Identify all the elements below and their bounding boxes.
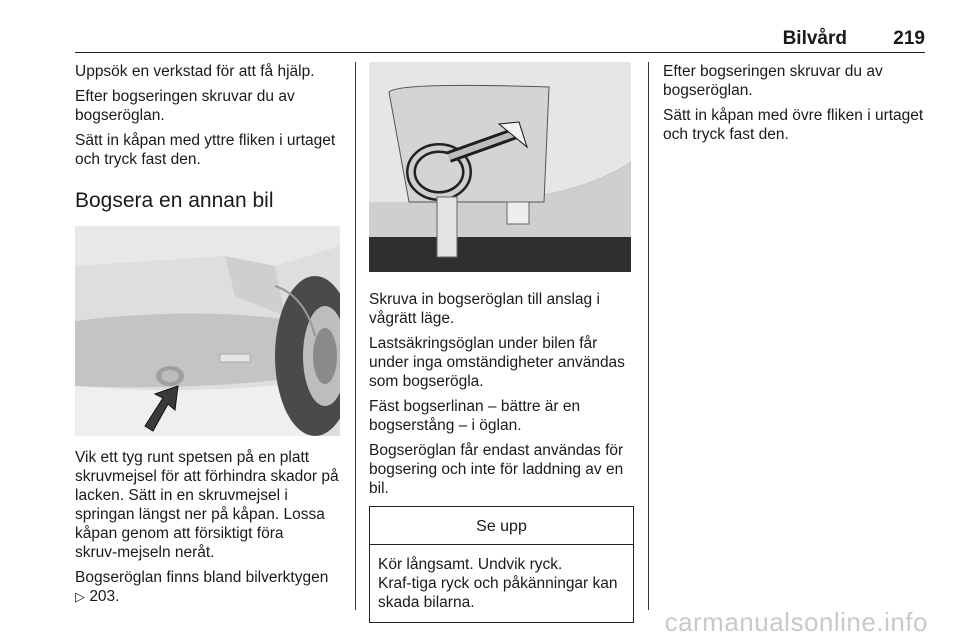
column-divider — [355, 62, 356, 610]
page-number: 219 — [893, 28, 925, 49]
towing-eye-illustration — [369, 62, 631, 272]
paragraph: Sätt in kåpan med övre fliken i urtaget och tryck fast den. — [663, 107, 924, 143]
paragraph: Sätt in kåpan med yttre fliken i urtaget och tryck fast den. — [75, 132, 336, 168]
paragraph: Bogseröglan får endast användas för bogsering och inte för laddning av en bil. — [369, 442, 624, 497]
section-heading: Bogsera en annan bil — [75, 189, 274, 212]
paragraph: Efter bogseringen skruvar du av bogseröglan. — [75, 88, 295, 124]
section-title: Bilvård — [782, 28, 847, 49]
warning-box — [369, 506, 634, 623]
column-divider — [648, 62, 649, 610]
warning-title: Se upp — [370, 507, 633, 545]
paragraph: Efter bogseringen skruvar du av bogseröglan. — [663, 63, 883, 99]
paragraph-text: Bogseröglan finns bland bilverktygen — [75, 569, 329, 586]
paragraph — [75, 568, 343, 606]
paragraph: Skruva in bogseröglan till anslag i vågrätt läge. — [369, 291, 600, 327]
column-middle — [369, 62, 634, 623]
rear-bumper-cover-illustration — [75, 226, 340, 436]
paragraph: Lastsäkringsöglan under bilen får under inga omständigheter användas som bogserögla. — [369, 335, 625, 390]
watermark: carmanualsonline.info — [664, 607, 928, 637]
warning-body: Kör långsamt. Undvik ryck. Kraf‑tiga ryck och påkänningar kan skada bilarna. — [378, 556, 618, 611]
paragraph: Vik ett tyg runt spetsen på en platt skruvmejsel för att förhindra skador på lacken. Sätt in en skruvmejsel i springan längst ner på kåpan. Lossa kåpan genom att försiktigt föra skruv‑mejseln neråt. — [75, 449, 339, 561]
page-reference: 203. — [89, 588, 120, 605]
paragraph: Uppsök en verkstad för att få hjälp. — [75, 63, 315, 80]
column-left — [75, 62, 343, 612]
arrow-reference-icon: ▷ — [75, 589, 85, 604]
paragraph: Fäst bogserlinan – bättre är en bogserstång – i öglan. — [369, 398, 581, 434]
column-right — [663, 62, 928, 150]
page-header — [75, 22, 925, 53]
